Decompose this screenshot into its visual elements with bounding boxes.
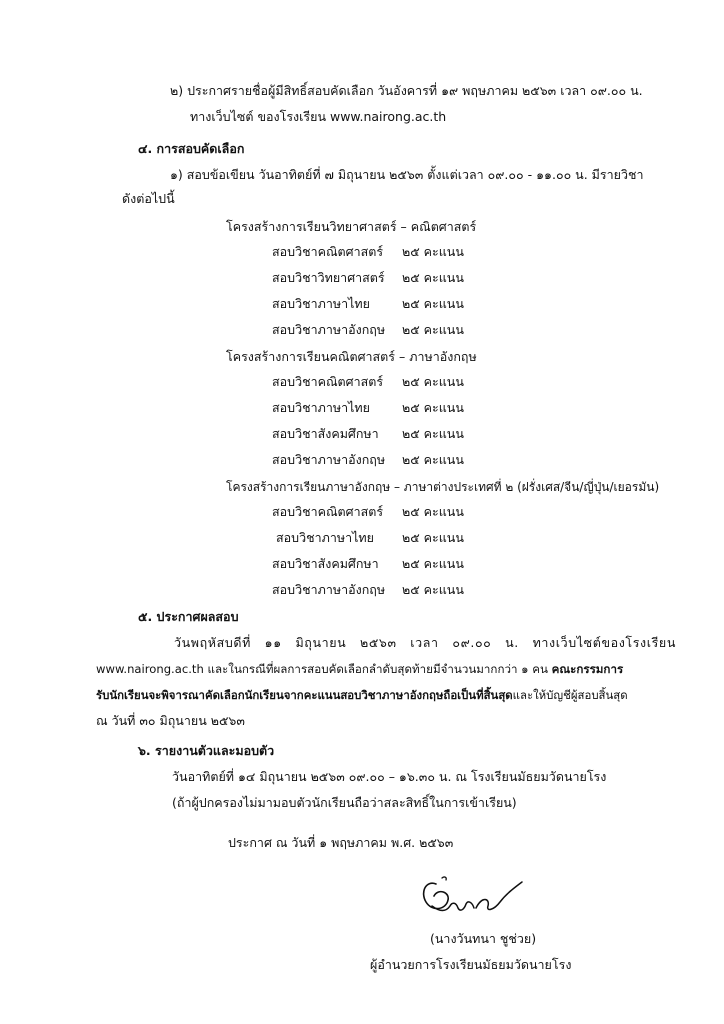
subject-name: สอบวิชาสังคมศึกษา — [272, 556, 379, 571]
subject-name: สอบวิชาคณิตศาสตร์ — [272, 244, 384, 259]
committee-decision: รับนักเรียนจะพิจารณาคัดเลือกนักเรียนจากคะแนนสอบวิชาภาษาอังกฤษถือเป็นที่สิ้นสุด — [96, 688, 513, 702]
announcement-date: ประกาศ ณ วันที่ ๑ พฤษภาคม พ.ศ. ๒๕๖๓ — [228, 835, 454, 850]
group-title: โครงสร้างการเรียนวิทยาศาสตร์ – คณิตศาสตร์ — [226, 219, 477, 234]
subject-name: สอบวิชาภาษาอังกฤษ — [272, 322, 386, 337]
subject-score: ๒๕ คะแนน — [402, 504, 464, 519]
subject-score: ๒๕ คะแนน — [402, 530, 464, 545]
signer-position: ผู้อำนวยการโรงเรียนมัธยมวัดนายโรง — [370, 957, 572, 972]
committee-text: คณะกรรมการ — [551, 662, 624, 676]
subject-score: ๒๕ คะแนน — [402, 400, 464, 415]
subject-name: สอบวิชาคณิตศาสตร์ — [272, 504, 384, 519]
result-end-text: และให้บัญชีผู้สอบสิ้นสุด — [512, 688, 628, 702]
subject-name: สอบวิชาภาษาไทย — [272, 296, 370, 311]
signature-image — [416, 872, 526, 920]
report-note: (ถ้าผู้ปกครองไม่มามอบตัวนักเรียนถือว่าสละสิทธิ์ในการเข้าเรียน) — [172, 795, 517, 810]
result-end-date: ณ วันที่ ๓๐ มิถุนายน ๒๕๖๓ — [96, 713, 245, 728]
subject-name: สอบวิชาภาษาอังกฤษ — [272, 582, 386, 597]
subject-score: ๒๕ คะแนน — [402, 374, 464, 389]
section-6-heading: ๖. รายงานตัวและมอบตัว — [138, 743, 275, 758]
subject-score: ๒๕ คะแนน — [402, 322, 464, 337]
exam-line-continued: ดังต่อไปนี้ — [122, 191, 175, 206]
signer-name: (นางวันทนา ชูช่วย) — [430, 931, 537, 946]
group-title: โครงสร้างการเรียนภาษาอังกฤษ – ภาษาต่างประเทศที่ ๒ (ฝรั่งเศส/จีน/ญี่ปุ่น/เยอรมัน) — [226, 480, 660, 494]
result-line: วันพฤหัสบดีที่ ๑๑ มิถุนายน ๒๕๖๓ เวลา ๐๙.๐๐ น. ทางเว็บไซต์ของโรงเรียน — [174, 635, 676, 650]
subject-score: ๒๕ คะแนน — [402, 270, 464, 285]
result-line-3 — [96, 686, 678, 704]
subject-score: ๒๕ คะแนน — [402, 452, 464, 467]
section-5-heading: ๕. ประกาศผลสอบ — [138, 609, 239, 624]
subject-name: สอบวิชาวิทยาศาสตร์ — [272, 270, 385, 285]
exam-line: ๑) สอบข้อเขียน วันอาทิตย์ที่ ๗ มิถุนายน ๒๕๖๓ ตั้งแต่เวลา ๐๙.๐๐ - ๑๑.๐๐ น. มีรายวิชา — [170, 167, 644, 182]
result-text: www.nairong.ac.th และในกรณีที่ผลการสอบคัดเลือกลำดับสุดท้ายมีจำนวนมากกว่า ๑ คน — [96, 662, 548, 676]
group-title: โครงสร้างการเรียนคณิตศาสตร์ – ภาษาอังกฤษ — [226, 349, 477, 364]
website-line: ทางเว็บไซต์ ของโรงเรียน www.nairong.ac.th — [190, 109, 447, 124]
subject-score: ๒๕ คะแนน — [402, 296, 464, 311]
subject-name: สอบวิชาภาษาไทย — [272, 400, 370, 415]
subject-name: สอบวิชาสังคมศึกษา — [272, 426, 379, 441]
subject-score: ๒๕ คะแนน — [402, 556, 464, 571]
subject-score: ๒๕ คะแนน — [402, 244, 464, 259]
subject-name: สอบวิชาภาษาอังกฤษ — [272, 452, 386, 467]
subject-score: ๒๕ คะแนน — [402, 426, 464, 441]
subject-name: สอบวิชาคณิตศาสตร์ — [272, 374, 384, 389]
result-line-2 — [96, 660, 678, 678]
section-4-heading: ๔. การสอบคัดเลือก — [138, 141, 245, 156]
announcement-line: ๒) ประกาศรายชื่อผู้มีสิทธิ์สอบคัดเลือก วันอังคารที่ ๑๙ พฤษภาคม ๒๕๖๓ เวลา ๐๙.๐๐ น. — [170, 83, 643, 98]
subject-name: สอบวิชาภาษาไทย — [276, 530, 374, 545]
report-line: วันอาทิตย์ที่ ๑๔ มิถุนายน ๒๕๖๓ ๐๙.๐๐ – ๑๖.๓๐ น. ณ โรงเรียนมัธยมวัดนายโรง — [172, 769, 607, 784]
subject-score: ๒๕ คะแนน — [402, 582, 464, 597]
